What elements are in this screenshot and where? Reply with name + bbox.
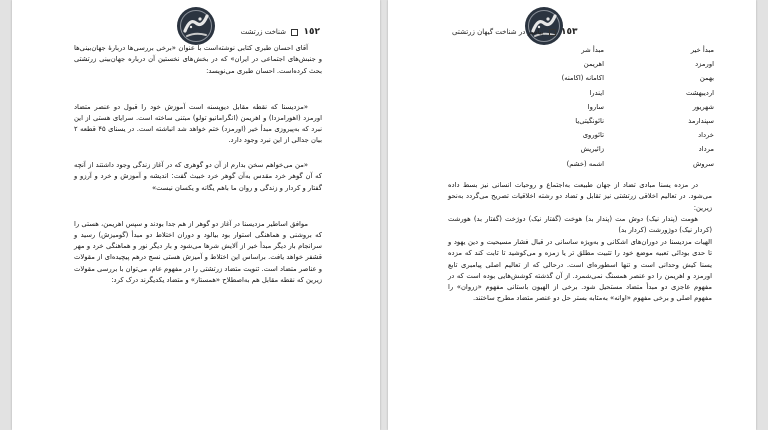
evil-principle: نائونگیتی‌یا [575,117,604,126]
evil-principle: اهریمن [583,60,604,69]
good-principle: اورمزد [695,60,714,69]
page-number: ١٥٢ [303,27,320,37]
contrary-row [474,128,714,142]
good-principle: اردیبهشت [685,88,714,97]
contrary-row [474,71,714,85]
contrary-row [474,43,714,57]
paragraph: آقای احسان طبری کتابی نوشته‌است با عنوان «برخی بررسی‌ها دربارهٔ جهان‌بینی‌ها و جنبش‌های اجتماعی در ایران» که در بخش‌های نخستین آن درباره جهان‌بینی زرتشتی بحث کرده‌است. احسان طبری می‌نویسد: [74,44,322,75]
square-ornament-icon [549,29,556,36]
good-principle: خرداد [698,131,714,140]
running-head [241,27,320,37]
good-principle: مبدأ خیر [690,46,714,55]
paragraph: در مزده یسنا مبادی تضاد از جهان طبیعت به‌اجتماع و روحیات انسانی نیز بسط داده می‌شود. در تعالیم اخلاقی زرتشتی نیز تقابل و تضاد دو رشته اخلاقیات تصریح می‌گردد به‌نحو زیرین: [448,181,712,212]
running-title: شناخت زرتشت [240,28,287,36]
good-principle: سپندارمذ [688,117,714,126]
paragraph: «من می‌خواهم سخن بدارم از آن دو گوهری که در آغاز زندگی وجود داشتند از آنچه که آن گوهر خرد مقدس به‌آن گوهر خرد خبیث گفت: اندیشه و آموزش و خرد و آرزو و گفتار و کردار و زندگی و روان ما باهم یگانه و یکسان نیست» [74,161,322,192]
good-principle: بهمن [699,74,714,83]
paragraph: هومت (پندار نیک) دوش مت (پندار بد) هوخت (گفتار نیک) دوژخت (گفتار بد) هورشت (کردار نیک) دوژورشت (کردار بد) [448,215,712,235]
left-page [12,0,380,430]
contrary-row [474,57,714,71]
evil-principle: ایندرا [589,88,604,97]
paragraph: الهیات مزدیسنا در دوران‌های اشکانی و به‌ویژه ساسانی در قبال فشار مسیحیت و دین یهود و تا حدی بودائی تعبیه موضع خود را تثبیت مطلق تر یا زمزه و می‌کوشید تا ثابت کند که مزده یسنا کیش وحدانی است و تنها اسطوره‌ای است. درحالی که از تعالیم اصلی پیامبری تابع اورمزد و اهریمن را دو عنصر همسنگ نمی‌شمرد. از آن گذشته کوشش‌هایی بوده است که در مفهوم عاجزی دو مبدأ متضاد مستحیل شود. برخی از الهیون باستانی مفهوم «زروان» را مفهوم اصلی و برخی مفهوم «اوانه» به‌مثابه بستر حل دو عنصر متضاد مطرح ساختند. [448,238,712,303]
logo-emblem [524,6,564,46]
contrary-row [474,142,714,156]
contrary-row [474,100,714,114]
logo-emblem [176,6,216,46]
good-principle: سروش [692,159,714,168]
evil-principle: مبدأ شر [581,46,604,55]
body-text [448,180,712,305]
running-title: پیامبر در شناخت گیهان زرتشتی [452,28,544,36]
page-number: ١٥٣ [560,27,578,37]
square-ornament-icon [291,29,298,36]
good-principle: شهریور [692,102,714,111]
contrary-row [474,114,714,128]
evil-principle: اکامانه (اکامنه) [561,74,604,83]
body-text [74,43,322,286]
right-page [388,0,756,430]
running-head [452,27,577,37]
good-principle: مرداد [698,145,714,154]
contrary-row [474,157,714,171]
paragraph: موافق اساطیر مزدیسنا در آغاز دو گوهر از هم جدا بودند و سپس اهریمن، هستی را که بروشنی و هماهنگی استوار بود بیالود و دوران اختلاط دو مبدأ (گومیزش) رسید و سرانجام بار دیگر مبدأ خیر از آلایش شرها می‌شود و بار دیگر نور و هماهنگی خرد و مهر قشفر خواهد یافت. براساس این اختلاط و آمیزش هستی نسج درهم پیچیده‌ای از مقولات و عناصر متضاد است. ثنویت متضاد زرتشتی را در مفهوم عام، می‌توان با بررسی مقولات زیرین که نقطه مقابل هم به‌اصطلاح «همستار» و متضاد یکدیگرند درک کرد: [74,219,322,284]
evil-principle: ساروا [587,102,604,111]
evil-principle: اشمه (خشم) [566,159,604,168]
contrary-row [474,86,714,100]
contraries-table [474,43,714,171]
paragraph: «مزدیسنا که نقطه مقابل دیوپسنه است آموزش خود را قبول دو عنصر متضاد اورمزد (اهورامزدا) و اهریمن (انگرامانیو تولو) مبتنی ساخته است. سرایای هستی از این نبرد که به‌پیروزی مبدأ خیر (اورمزد) ختم خواهد شد انباشته است. در یسنای ۴۵ قطعه ۲ بیان جدالی از این نبرد وجود دارد. [74,102,322,145]
evil-principle: تائوروی [582,131,604,140]
evil-principle: زائیریش [580,145,604,154]
